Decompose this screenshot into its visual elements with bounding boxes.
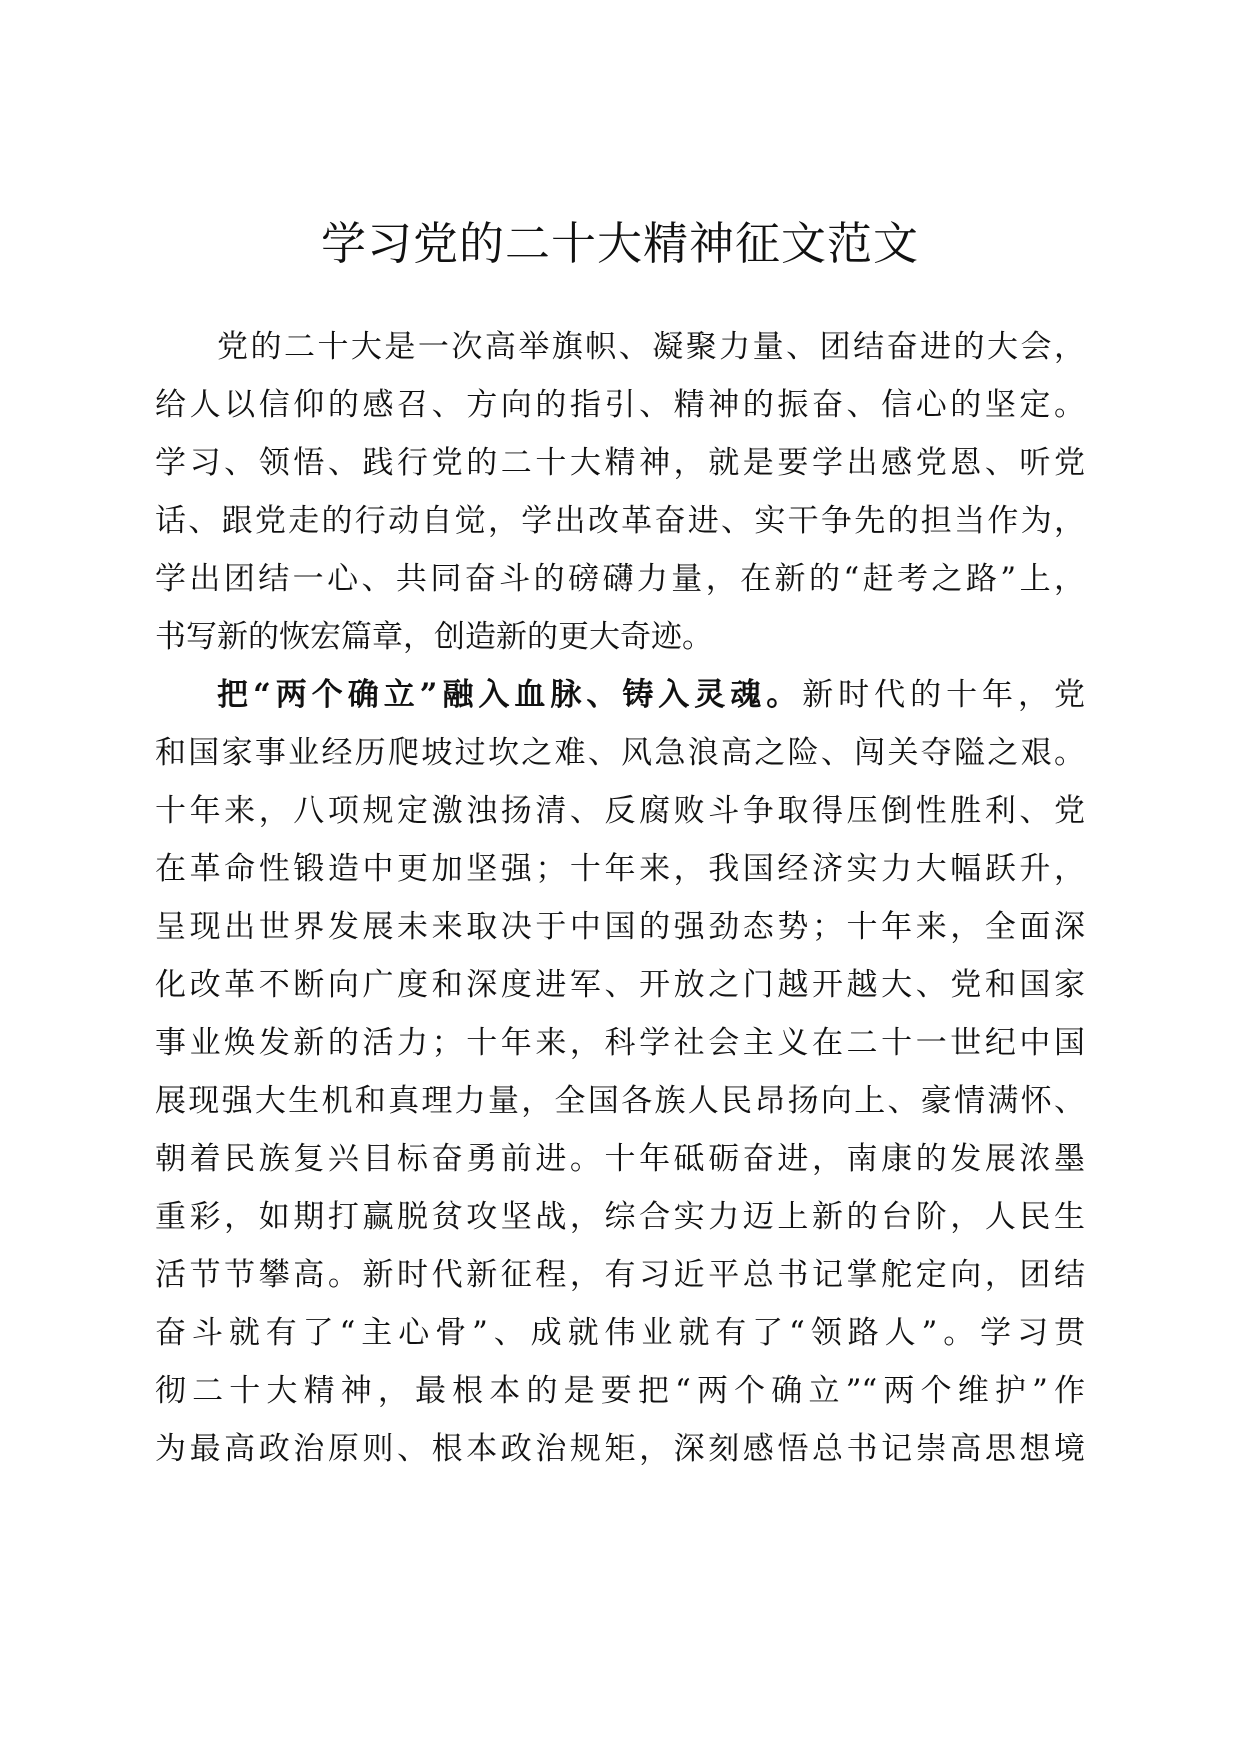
document-title: 学习党的二十大精神征文范文 [320, 217, 919, 270]
text-line: 党的二十大是一次高举旗帜、凝聚力量、团结奋进的大会， [217, 329, 1085, 365]
text-line: 呈现出世界发展未来取决于中国的强劲态势；十年来，全面深 [155, 909, 1085, 945]
text-line: 给人以信仰的感召、方向的指引、精神的振奋、信心的坚定。 [155, 387, 1085, 423]
text-line: 彻二十大精神，最根本的是要把“两个确立”“两个维护”作 [155, 1373, 1085, 1409]
text-run: 新时代的十年，党 [802, 677, 1085, 713]
paragraph-intro [155, 318, 1085, 666]
text-line: 重彩，如期打赢脱贫攻坚战，综合实力迈上新的台阶，人民生 [155, 1199, 1085, 1235]
text-line: 为最高政治原则、根本政治规矩，深刻感悟总书记崇高思想境 [155, 1431, 1085, 1467]
text-line: 十年来，八项规定激浊扬清、反腐败斗争取得压倒性胜利、党 [155, 793, 1085, 829]
document-body [155, 318, 1085, 1478]
text-line: 展现强大生机和真理力量，全国各族人民昂扬向上、豪情满怀、 [155, 1083, 1085, 1119]
text-line: 话、跟党走的行动自觉，学出改革奋进、实干争先的担当作为， [155, 503, 1085, 539]
text-line: 朝着民族复兴目标奋勇前进。十年砥砺奋进，南康的发展浓墨 [155, 1141, 1085, 1177]
text-line: 学出团结一心、共同奋斗的磅礴力量，在新的“赶考之路”上， [155, 561, 1085, 597]
paragraph-two-establishments [155, 666, 1085, 1478]
section-heading: 把“两个确立”融入血脉、铸入灵魂。 [217, 677, 803, 713]
text-line: 事业焕发新的活力；十年来，科学社会主义在二十一世纪中国 [155, 1025, 1085, 1061]
text-line: 学习、领悟、践行党的二十大精神，就是要学出感党恩、听党 [155, 445, 1085, 481]
text-line: 书写新的恢宏篇章，创造新的更大奇迹。 [155, 619, 713, 655]
text-line: 奋斗就有了“主心骨”、成就伟业就有了“领路人”。学习贯 [155, 1315, 1085, 1351]
text-line: 和国家事业经历爬坡过坎之难、风急浪高之险、闯关夺隘之艰。 [155, 735, 1085, 771]
text-line: 活节节攀高。新时代新征程，有习近平总书记掌舵定向，团结 [155, 1257, 1085, 1293]
text-line: 化改革不断向广度和深度进军、开放之门越开越大、党和国家 [155, 967, 1085, 1003]
text-line [155, 666, 1085, 724]
text-line: 在革命性锻造中更加坚强；十年来，我国经济实力大幅跃升， [155, 851, 1085, 887]
